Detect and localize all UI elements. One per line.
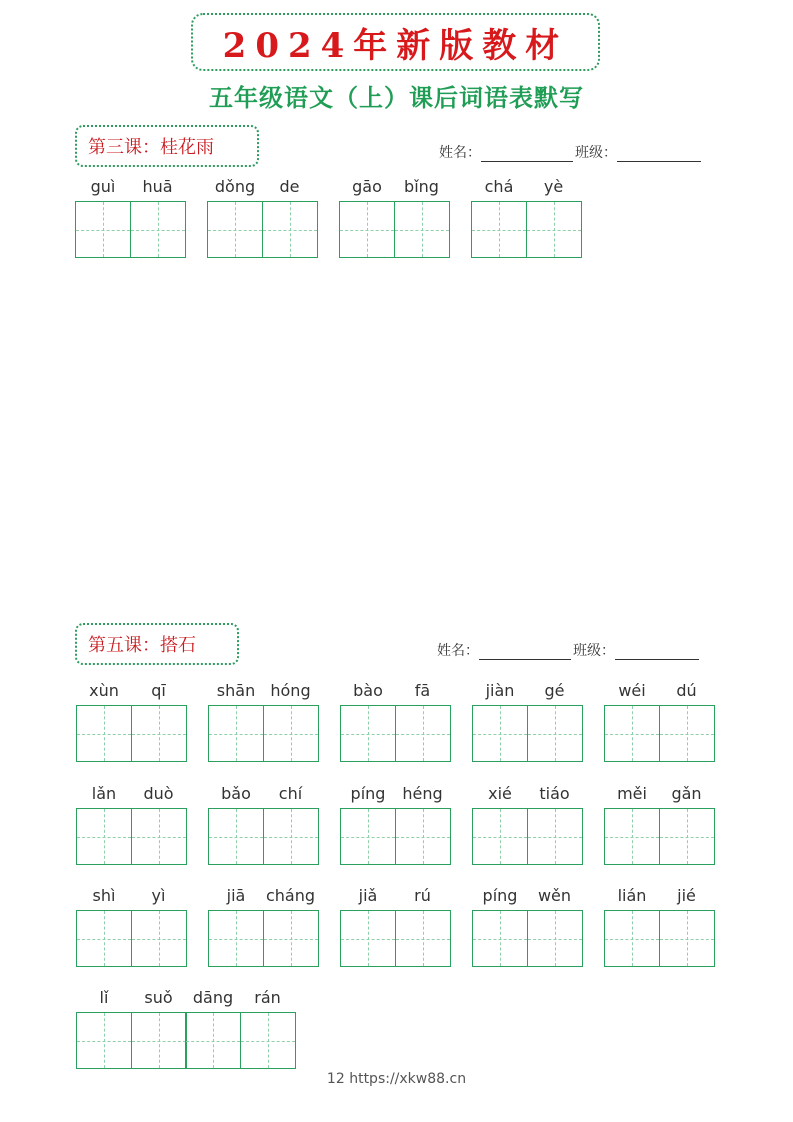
pinyin-syllable: dǒng: [214, 177, 256, 196]
writing-cell[interactable]: [262, 201, 318, 258]
writing-cell[interactable]: [472, 808, 528, 865]
pinyin-syllable: shān: [216, 681, 256, 700]
writing-cell[interactable]: [659, 808, 715, 865]
writing-cell[interactable]: [526, 201, 582, 258]
pinyin-syllable: gé: [544, 681, 565, 700]
lesson-3-heading-box: [75, 125, 259, 167]
pinyin-row: [340, 886, 451, 908]
class-label: 班级：: [575, 145, 617, 161]
writing-cell[interactable]: [395, 910, 451, 967]
writing-grid: [340, 705, 451, 762]
writing-cell[interactable]: [472, 910, 528, 967]
pinyin-syllable: měi: [617, 784, 647, 803]
writing-cell[interactable]: [75, 201, 131, 258]
pinyin-syllable: jiàn: [485, 681, 515, 700]
pinyin-row: [340, 784, 451, 806]
pinyin-syllable: shì: [92, 886, 116, 905]
writing-grid: [340, 910, 451, 967]
pinyin-syllable: yì: [151, 886, 166, 905]
writing-grid: [339, 201, 450, 258]
pinyin-syllable: fā: [414, 681, 431, 700]
class-input-line[interactable]: [617, 146, 701, 162]
page-subtitle: 五年级语文（上）课后词语表默写: [209, 84, 584, 112]
writing-grid: [471, 201, 582, 258]
pinyin-row: [208, 681, 319, 703]
name-label: 姓名：: [437, 643, 479, 659]
pinyin-syllable: xié: [488, 784, 512, 803]
pinyin-syllable: xùn: [89, 681, 119, 700]
pinyin-syllable: lǐ: [99, 988, 109, 1007]
pinyin-row: [471, 177, 582, 199]
writing-grid: [207, 201, 318, 258]
writing-cell[interactable]: [527, 705, 583, 762]
pinyin-syllable: bǐng: [404, 177, 439, 196]
writing-grid: [604, 705, 715, 762]
page-number: 12: [326, 1071, 345, 1087]
writing-grid: [340, 808, 451, 865]
pinyin-row: [472, 681, 583, 703]
writing-grid: [76, 910, 187, 967]
writing-cell[interactable]: [76, 1012, 132, 1069]
writing-grid: [472, 910, 583, 967]
writing-cell[interactable]: [76, 705, 132, 762]
writing-grid: [75, 201, 186, 258]
lesson-5-title: 第五课：搭石: [88, 635, 196, 656]
writing-grid: [472, 705, 583, 762]
lesson-5-info-row: [437, 640, 699, 660]
writing-grid: [604, 808, 715, 865]
writing-cell[interactable]: [394, 201, 450, 258]
pinyin-syllable: jié: [677, 886, 696, 905]
pinyin-row: [76, 988, 296, 1010]
pinyin-syllable: dú: [676, 681, 697, 700]
writing-cell[interactable]: [185, 1012, 241, 1069]
pinyin-row: [76, 784, 187, 806]
writing-cell[interactable]: [76, 808, 132, 865]
writing-grid: [208, 808, 319, 865]
pinyin-row: [76, 681, 187, 703]
writing-grid: [208, 910, 319, 967]
pinyin-syllable: bǎo: [221, 784, 251, 803]
pinyin-syllable: gǎn: [671, 784, 702, 803]
writing-grid: [76, 705, 187, 762]
writing-cell[interactable]: [659, 705, 715, 762]
writing-cell[interactable]: [659, 910, 715, 967]
writing-cell[interactable]: [472, 705, 528, 762]
pinyin-row: [75, 177, 186, 199]
pinyin-syllable: píng: [482, 886, 518, 905]
writing-cell[interactable]: [395, 705, 451, 762]
writing-cell[interactable]: [240, 1012, 296, 1069]
pinyin-row: [340, 681, 451, 703]
page-title: 2024年新版教材: [222, 25, 569, 66]
pinyin-syllable: de: [279, 177, 300, 196]
pinyin-syllable: rú: [414, 886, 431, 905]
writing-cell[interactable]: [339, 201, 395, 258]
writing-cell[interactable]: [131, 1012, 187, 1069]
writing-cell[interactable]: [527, 910, 583, 967]
pinyin-syllable: wéi: [618, 681, 646, 700]
name-input-line[interactable]: [479, 644, 571, 660]
pinyin-syllable: tiáo: [539, 784, 570, 803]
writing-cell[interactable]: [131, 705, 187, 762]
pinyin-syllable: suǒ: [144, 988, 173, 1007]
pinyin-syllable: jiā: [226, 886, 246, 905]
pinyin-syllable: duò: [143, 784, 174, 803]
pinyin-syllable: huā: [142, 177, 173, 196]
writing-cell[interactable]: [263, 808, 319, 865]
pinyin-syllable: qī: [151, 681, 166, 700]
writing-cell[interactable]: [208, 910, 264, 967]
pinyin-syllable: hóng: [270, 681, 311, 700]
writing-cell[interactable]: [263, 910, 319, 967]
writing-cell[interactable]: [604, 910, 660, 967]
writing-cell[interactable]: [340, 808, 396, 865]
name-label: 姓名：: [439, 145, 481, 161]
lesson-3-title: 第三课：桂花雨: [88, 137, 214, 158]
writing-cell[interactable]: [471, 201, 527, 258]
pinyin-syllable: dāng: [192, 988, 234, 1007]
pinyin-syllable: chá: [484, 177, 514, 196]
pinyin-syllable: gāo: [352, 177, 382, 196]
pinyin-syllable: wěn: [537, 886, 572, 905]
pinyin-row: [472, 784, 583, 806]
writing-grid: [76, 1012, 296, 1069]
writing-cell[interactable]: [208, 808, 264, 865]
writing-grid: [472, 808, 583, 865]
pinyin-row: [604, 886, 715, 908]
writing-cell[interactable]: [527, 808, 583, 865]
pinyin-syllable: chí: [278, 784, 303, 803]
pinyin-syllable: yè: [543, 177, 564, 196]
class-label: 班级：: [573, 643, 615, 659]
title-box: [191, 13, 600, 71]
lesson-3-info-row: [439, 142, 701, 162]
pinyin-syllable: cháng: [265, 886, 316, 905]
pinyin-row: [472, 886, 583, 908]
name-input-line[interactable]: [481, 146, 573, 162]
writing-grid: [604, 910, 715, 967]
pinyin-syllable: bào: [353, 681, 383, 700]
pinyin-row: [208, 784, 319, 806]
pinyin-syllable: jiǎ: [358, 886, 378, 905]
lesson-5-heading-box: [75, 623, 239, 665]
pinyin-syllable: guì: [90, 177, 116, 196]
footer-url: https://xkw88.cn: [349, 1071, 467, 1087]
writing-cell[interactable]: [131, 808, 187, 865]
pinyin-syllable: lián: [617, 886, 647, 905]
pinyin-syllable: héng: [402, 784, 443, 803]
pinyin-syllable: rán: [254, 988, 281, 1007]
writing-cell[interactable]: [263, 705, 319, 762]
pinyin-row: [208, 886, 319, 908]
pinyin-row: [604, 681, 715, 703]
class-input-line[interactable]: [615, 644, 699, 660]
writing-cell[interactable]: [604, 808, 660, 865]
writing-cell[interactable]: [76, 910, 132, 967]
pinyin-syllable: lǎn: [91, 784, 117, 803]
pinyin-row: [604, 784, 715, 806]
writing-cell[interactable]: [340, 910, 396, 967]
writing-grid: [76, 808, 187, 865]
pinyin-row: [339, 177, 450, 199]
writing-cell[interactable]: [207, 201, 263, 258]
writing-cell[interactable]: [131, 910, 187, 967]
pinyin-syllable: píng: [350, 784, 386, 803]
writing-cell[interactable]: [340, 705, 396, 762]
writing-cell[interactable]: [130, 201, 186, 258]
writing-grid: [208, 705, 319, 762]
page-footer: [0, 1071, 793, 1087]
pinyin-row: [207, 177, 318, 199]
pinyin-row: [76, 886, 187, 908]
writing-cell[interactable]: [395, 808, 451, 865]
writing-cell[interactable]: [208, 705, 264, 762]
writing-cell[interactable]: [604, 705, 660, 762]
